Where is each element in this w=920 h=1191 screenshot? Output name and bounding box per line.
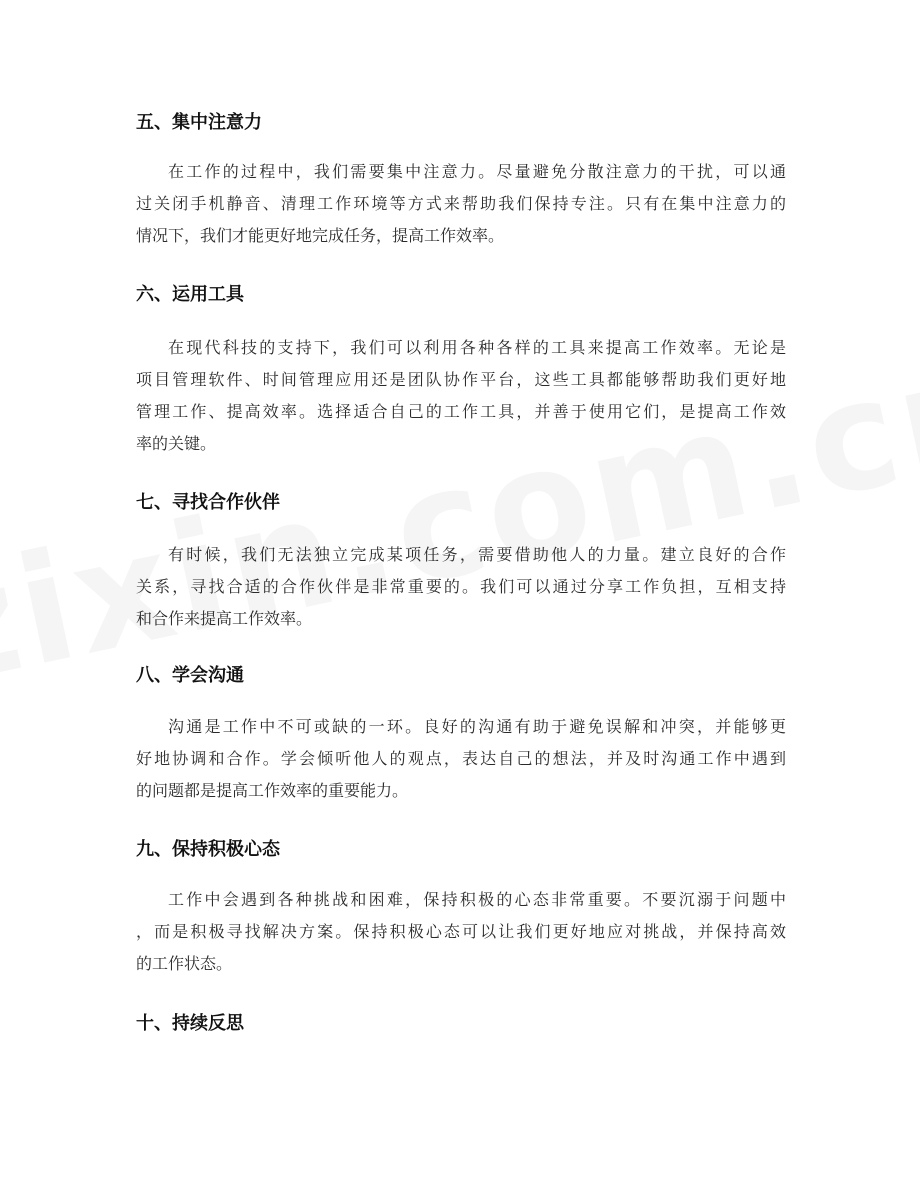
- paragraph-line: 的问题都是提高工作效率的重要能力。: [136, 781, 409, 800]
- paragraph-line: 在现代科技的支持下，我们可以利用各种各样的工具来提高工作效率。无论是: [168, 338, 786, 357]
- section-paragraph-7: [136, 539, 786, 635]
- section-paragraph-9: [136, 884, 786, 980]
- paragraph-line: 的工作状态。: [136, 954, 233, 973]
- paragraph-line: 过关闭手机静音、清理工作环境等方式来帮助我们保持专注。只有在集中注意力的: [136, 194, 786, 213]
- section-heading-9: 九、保持积极心态: [136, 839, 280, 860]
- section-paragraph-6: [136, 332, 786, 460]
- paragraph-line: 管理工作、提高效率。选择适合自己的工作工具，并善于使用它们，是提高工作效: [136, 402, 786, 421]
- section-heading-7: 七、寻找合作伙伴: [136, 492, 280, 513]
- paragraph-line: 工作中会遇到各种挑战和困难，保持积极的心态非常重要。不要沉溺于问题中: [168, 890, 786, 909]
- paragraph-line: 好地协调和合作。学会倾听他人的观点，表达自己的想法，并及时沟通工作中遇到: [136, 749, 786, 768]
- paragraph-line: 项目管理软件、时间管理应用还是团队协作平台，这些工具都能够帮助我们更好地: [136, 370, 786, 389]
- paragraph-line: 率的关键。: [136, 434, 217, 453]
- section-paragraph-5: [136, 156, 786, 252]
- paragraph-line: 和合作来提高工作效率。: [136, 609, 313, 628]
- paragraph-line: 情况下，我们才能更好地完成任务，提高工作效率。: [136, 226, 505, 245]
- paragraph-line: ，而是积极寻找解决方案。保持积极心态可以让我们更好地应对挑战，并保持高效: [136, 922, 786, 941]
- section-heading-10: 十、持续反思: [136, 1013, 244, 1034]
- paragraph-line: 关系，寻找合适的合作伙伴是非常重要的。我们可以通过分享工作负担，互相支持: [136, 577, 786, 596]
- paragraph-line: 有时候，我们无法独立完成某项任务，需要借助他人的力量。建立良好的合作: [168, 545, 786, 564]
- section-paragraph-8: [136, 711, 786, 807]
- section-heading-8: 八、学会沟通: [136, 665, 244, 686]
- paragraph-line: 沟通是工作中不可或缺的一环。良好的沟通有助于避免误解和冲突，并能够更: [168, 717, 786, 736]
- paragraph-line: 在工作的过程中，我们需要集中注意力。尽量避免分散注意力的干扰，可以通: [168, 162, 786, 181]
- section-heading-6: 六、运用工具: [136, 284, 244, 305]
- section-heading-5: 五、集中注意力: [136, 112, 262, 133]
